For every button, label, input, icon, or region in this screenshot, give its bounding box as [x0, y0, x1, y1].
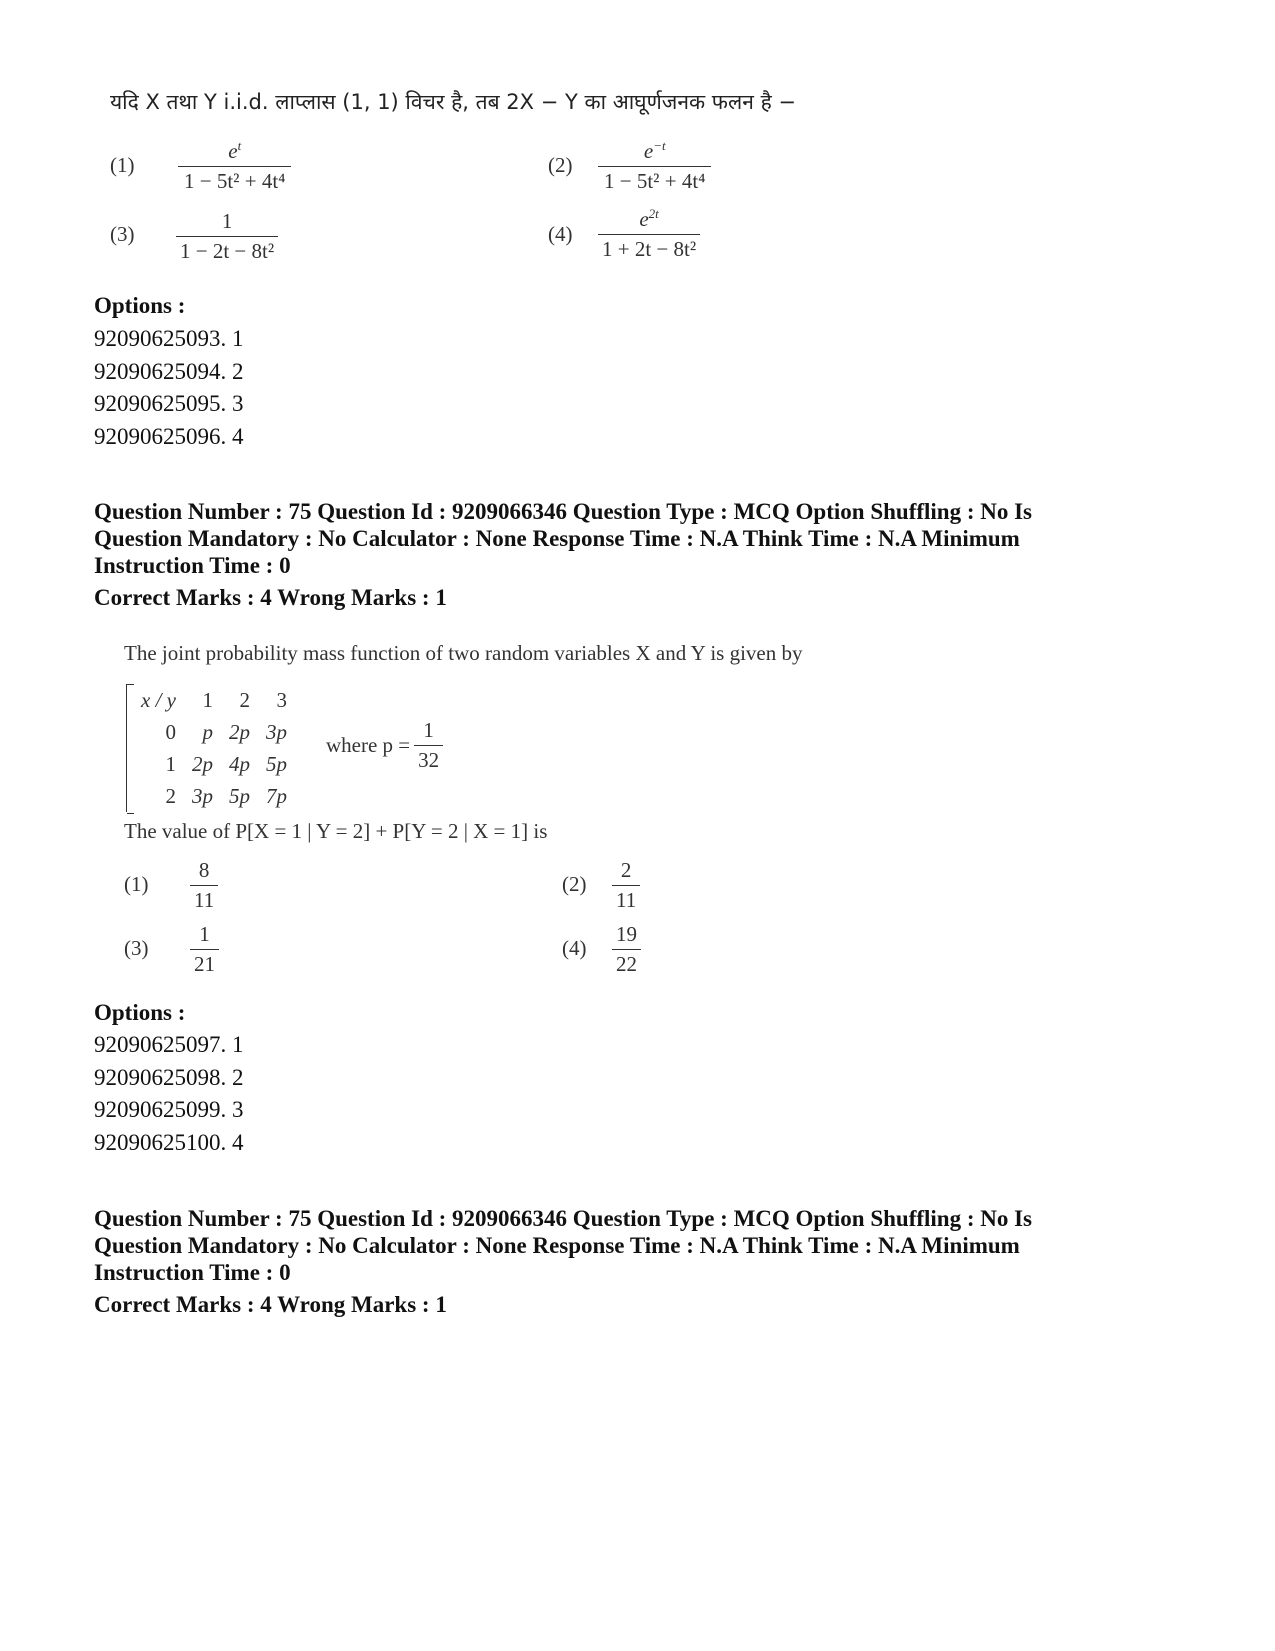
q1-choice-1: [178, 138, 291, 194]
fraction: [414, 718, 443, 773]
question-meta: [94, 1205, 1214, 1286]
q2-choice-3: [190, 922, 219, 977]
exponent: 2t: [648, 206, 659, 221]
q2-value-text: The value of P[X = 1 | Y = 2] + P[Y = 2 | X = 1] is: [124, 819, 548, 843]
option-item: 92090625098. 2: [94, 1065, 244, 1090]
q2-stem: The joint probability mass function of two random variables X and Y is given by: [124, 641, 803, 665]
matrix-row: [133, 684, 295, 716]
matrix-cell: 0: [165, 719, 176, 744]
options-title: Options :: [94, 293, 186, 318]
numerator: 2: [620, 858, 632, 882]
meta-line: Question Number : 75 Question Id : 9209066346 Question Type : MCQ Option Shuffling : No Is: [94, 1206, 1033, 1231]
matrix-cell: 2: [165, 783, 176, 808]
exponent: −t: [653, 138, 666, 153]
matrix-row: [133, 716, 295, 748]
q2-choice-3-label: (3): [124, 936, 149, 960]
fraction: [178, 138, 291, 194]
matrix-cell: 5p: [265, 751, 287, 776]
numerator: 8: [198, 858, 210, 882]
option-item: 92090625097. 1: [94, 1032, 244, 1057]
q1-choice-4-label: (4): [548, 222, 573, 246]
option-item: 92090625099. 3: [94, 1097, 244, 1122]
matrix-cell: 2: [239, 687, 250, 712]
q2-choice-2: [612, 858, 640, 913]
matrix-cell: 3: [276, 687, 287, 712]
matrix-cell: 7p: [265, 783, 287, 808]
matrix-cell: 3p: [191, 783, 213, 808]
meta-line: Question Number : 75 Question Id : 9209066346 Question Type : MCQ Option Shuffling : No Is: [94, 499, 1033, 524]
denominator: 22: [612, 949, 641, 977]
fraction: [612, 858, 640, 913]
fraction: [612, 922, 641, 977]
option-item: 92090625094. 2: [94, 359, 244, 384]
denominator: 1 + 2t − 8t²: [598, 234, 700, 262]
denominator: 1 − 5t² + 4t⁴: [598, 166, 711, 194]
denominator: 11: [612, 885, 640, 913]
numerator: 1: [199, 922, 210, 946]
matrix-cell: 2p: [191, 751, 213, 776]
denominator: 11: [190, 885, 218, 913]
denominator: 21: [190, 949, 219, 977]
fraction: [190, 922, 219, 977]
denominator: 1 − 5t² + 4t⁴: [178, 166, 291, 194]
numerator: 19: [616, 922, 637, 946]
numerator: e: [643, 139, 654, 163]
options-title: Options :: [94, 1000, 186, 1025]
option-item: 92090625100. 4: [94, 1130, 244, 1155]
numerator: e: [639, 207, 649, 231]
marks-line: Correct Marks : 4 Wrong Marks : 1: [94, 585, 447, 610]
marks-line: Correct Marks : 4 Wrong Marks : 1: [94, 1292, 447, 1317]
denominator: 32: [414, 745, 443, 773]
meta-line: Question Mandatory : No Calculator : None Response Time : N.A Think Time : N.A Minimum: [94, 526, 1020, 551]
matrix-cell: x / y: [141, 687, 176, 712]
q2-choice-1: [190, 858, 218, 913]
q1-choice-4: [598, 206, 700, 262]
q1-choice-1-label: (1): [110, 153, 135, 177]
where-label: where p =: [326, 733, 411, 757]
option-item: 92090625095. 3: [94, 391, 244, 416]
q2-choice-1-label: (1): [124, 872, 149, 896]
matrix-cell: p: [202, 719, 213, 744]
q1-choice-2-label: (2): [548, 153, 573, 177]
matrix-cell: 3p: [265, 719, 287, 744]
option-item: 92090625096. 4: [94, 424, 244, 449]
q1-choice-3-label: (3): [110, 222, 135, 246]
option-item: 92090625093. 1: [94, 326, 244, 351]
numerator: 1: [423, 718, 434, 742]
meta-line: Instruction Time : 0: [94, 553, 291, 578]
numerator: e: [228, 139, 238, 163]
matrix-cell: 1: [202, 687, 213, 712]
matrix-row: [133, 780, 295, 812]
numerator: 1: [221, 209, 233, 233]
q1-choice-3: [176, 208, 278, 264]
p-definition: [326, 718, 443, 773]
meta-line: Instruction Time : 0: [94, 1260, 291, 1285]
q2-choice-4-label: (4): [562, 936, 587, 960]
matrix-cell: 4p: [228, 751, 250, 776]
matrix-cell: 1: [165, 751, 176, 776]
pmf-matrix: [126, 684, 1275, 812]
fraction: [598, 138, 711, 194]
matrix-cell: 2p: [228, 719, 250, 744]
denominator: 1 − 2t − 8t²: [176, 236, 278, 264]
q2-choice-4: [612, 922, 641, 977]
matrix-cell: 5p: [228, 783, 250, 808]
fraction: [176, 208, 278, 264]
fraction: [598, 206, 700, 262]
matrix-row: [133, 748, 295, 780]
q2-choice-2-label: (2): [562, 872, 587, 896]
exponent: t: [237, 138, 242, 153]
question-meta: [94, 498, 1214, 579]
meta-line: Question Mandatory : No Calculator : None Response Time : N.A Think Time : N.A Minimum: [94, 1233, 1020, 1258]
q1-choice-2: [598, 138, 711, 194]
fraction: [190, 858, 218, 913]
q1-stem: यदि X तथा Y i.i.d. लाप्लास (1, 1) विचर है, तब 2X − Y का आघूर्णजनक फलन है −: [110, 90, 796, 114]
